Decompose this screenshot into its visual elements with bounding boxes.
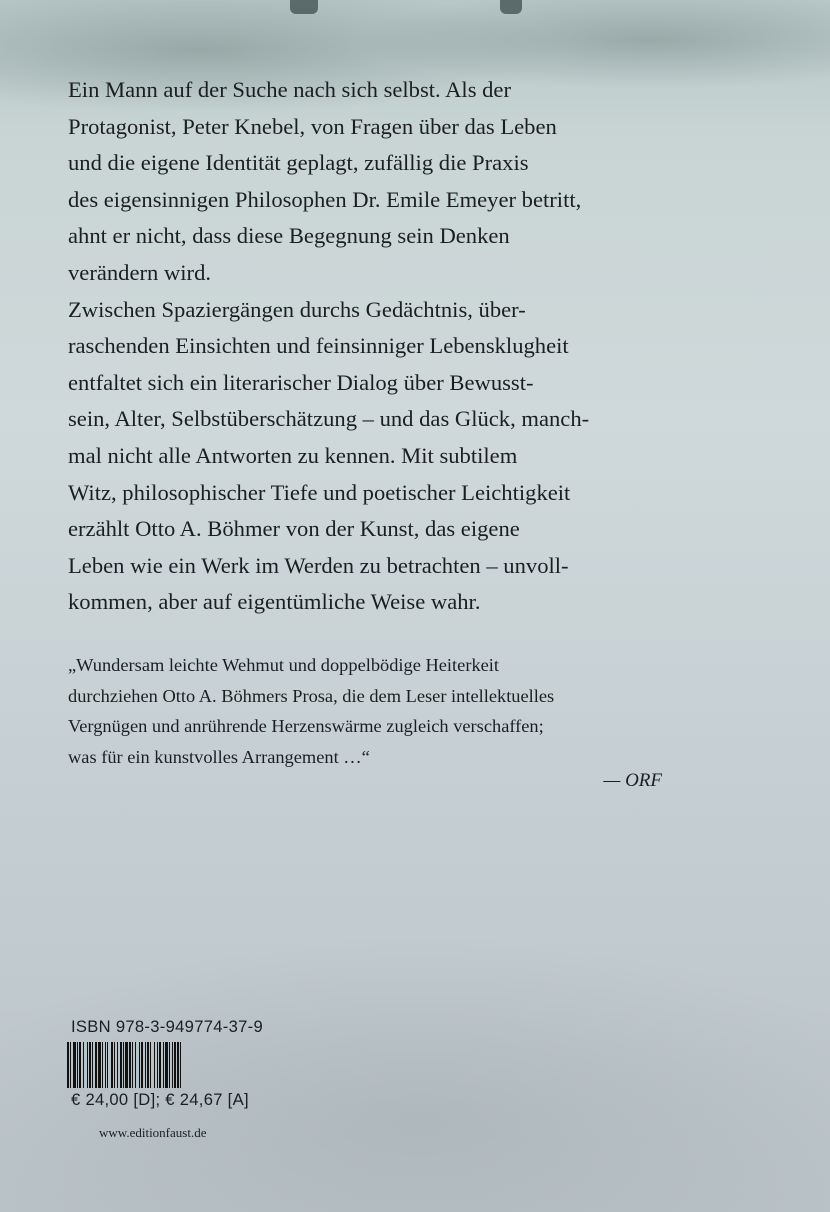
blurb-line: kommen, aber auf eigentümliche Weise wahr.: [68, 589, 481, 615]
cover-top-mark-left: [290, 0, 318, 14]
quote-line: was für ein kunstvolles Arrangement …“: [68, 746, 370, 767]
quote-line: Vergnügen und anrührende Herzenswärme zugleich verschaffen;: [68, 716, 544, 737]
isbn-number: ISBN 978-3-949774-37-9: [71, 1017, 264, 1036]
quote-line: „Wundersam leichte Wehmut und doppelbödige Heiterkeit: [68, 655, 500, 675]
blurb-line: Witz, philosophischer Tiefe und poetischer Leichtigkeit: [68, 479, 571, 505]
isbn-barcode: [67, 1042, 251, 1088]
quote-source: — ORF: [603, 770, 662, 791]
blurb-line: mal nicht alle Antworten zu kennen. Mit subtilem: [68, 442, 518, 468]
blurb-line: entfaltet sich ein literarischer Dialog über Bewusst-: [68, 369, 534, 395]
blurb-line: sein, Alter, Selbstüberschätzung – und das Glück, manch-: [68, 406, 590, 432]
barcode-bar: [180, 1042, 181, 1088]
blurb-line: Ein Mann auf der Suche nach sich selbst. Als der: [68, 77, 511, 102]
book-blurb: [68, 72, 758, 621]
blurb-line: Zwischen Spaziergängen durchs Gedächtnis, über-: [68, 296, 526, 322]
blurb-line: erzählt Otto A. Böhmer von der Kunst, das eigene: [68, 516, 520, 542]
cover-top-mark-right: [500, 0, 522, 14]
blurb-line: und die eigene Identität geplagt, zufällig die Praxis: [68, 150, 529, 176]
publisher-website: www.editionfaust.de: [99, 1125, 207, 1140]
blurb-line: verändern wird.: [68, 259, 212, 285]
blurb-line: raschenden Einsichten und feinsinniger Lebensklugheit: [68, 333, 569, 359]
press-quote: [68, 650, 768, 772]
blurb-line: ahnt er nicht, dass diese Begegnung sein Denken: [68, 223, 510, 249]
quote-line: durchziehen Otto A. Böhmers Prosa, die dem Leser intellektuelles: [68, 685, 555, 706]
price-label: € 24,00 [D]; € 24,67 [A]: [71, 1090, 249, 1109]
blurb-line: Protagonist, Peter Knebel, von Fragen über das Leben: [68, 113, 557, 139]
blurb-line: Leben wie ein Werk im Werden zu betrachten – unvoll-: [68, 552, 569, 578]
blurb-line: des eigensinnigen Philosophen Dr. Emile Emeyer betritt,: [68, 186, 582, 212]
